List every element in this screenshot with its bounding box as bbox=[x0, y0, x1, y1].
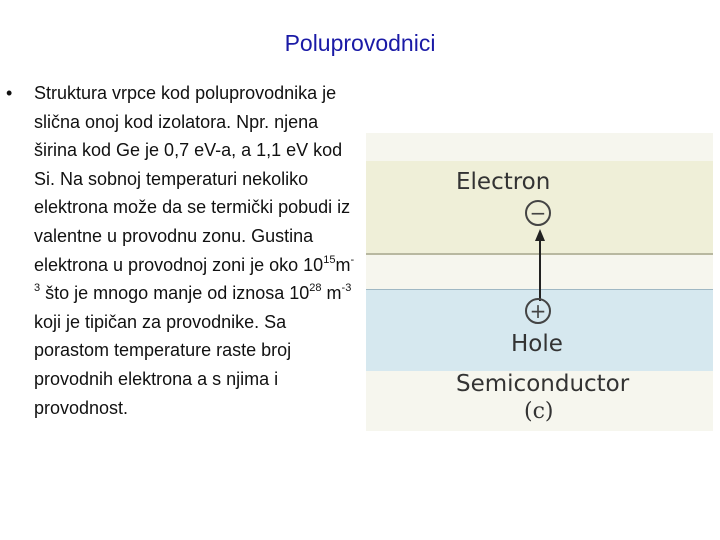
bullet-text-part-1: Struktura vrpce kod poluprovodnika je slična onoj kod izolatora. Npr. njena širina kod Ge je 0,7 eV-a, a 1,1 eV kod Si. Na sobnoj temperaturi nekoliko elektrona može da se termički pobudi iz valentne u provodnu zonu. Gustina elektrona u provodnoj zoni je oko 10 bbox=[34, 83, 351, 275]
exponent-15: 15 bbox=[323, 253, 336, 266]
exponent-minus-3-b: -3 bbox=[341, 282, 352, 295]
hole-label: Hole bbox=[511, 331, 563, 357]
bullet-marker: • bbox=[6, 83, 13, 103]
exponent-28: 28 bbox=[309, 282, 322, 295]
bullet-item bbox=[6, 79, 356, 422]
exponent-minus-3-a: -3 bbox=[34, 253, 355, 295]
band-diagram-figure bbox=[366, 133, 713, 431]
bullet-text-part-4: m bbox=[321, 283, 342, 304]
slide-title-text: Poluprovodnici bbox=[284, 30, 436, 56]
plus-icon: + bbox=[529, 299, 547, 323]
bullet-text bbox=[34, 79, 356, 422]
panel-label: (c) bbox=[524, 399, 554, 424]
bullet-text-part-5: koji je tipičan za provodnike. Sa porastom temperature raste broj provodnih elektrona a s njima i provodnost. bbox=[34, 311, 292, 418]
semiconductor-label: Semiconductor bbox=[456, 371, 630, 397]
excitation-arrow-head bbox=[535, 229, 545, 241]
bullet-text-part-2: m bbox=[335, 254, 351, 275]
slide-title bbox=[0, 30, 720, 57]
electron-label: Electron bbox=[456, 169, 551, 195]
bullet-text-part-3: što je mnogo manje od iznosa 10 bbox=[40, 283, 310, 304]
minus-icon: − bbox=[529, 201, 547, 225]
